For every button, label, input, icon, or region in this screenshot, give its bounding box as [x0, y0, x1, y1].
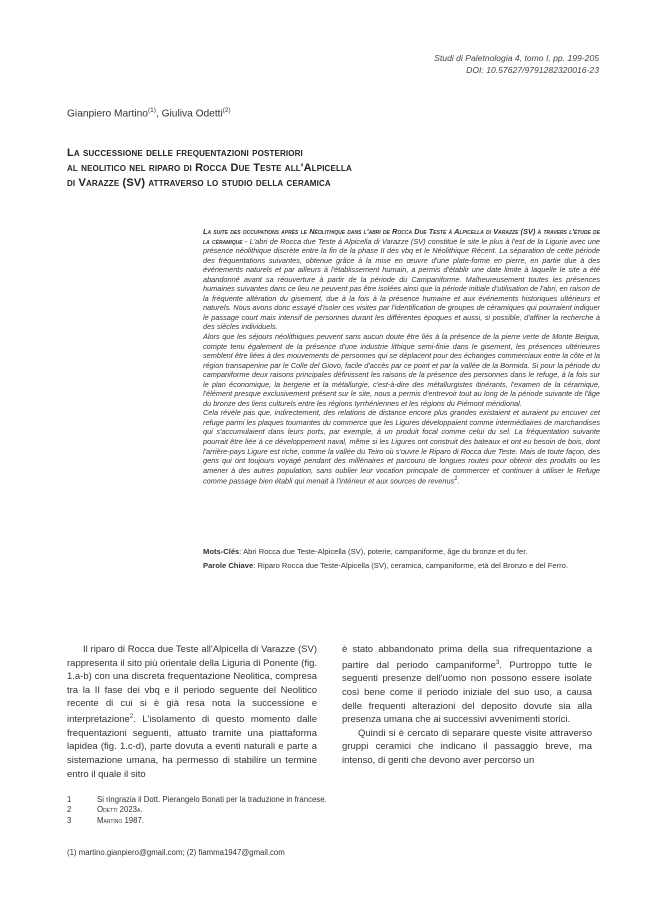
doi-line: DOI: 10.57627/9791282320016-23 [466, 64, 599, 75]
title-line-1: La successione delle frequentazioni posteriori [67, 147, 303, 159]
author-1-affil: (1) [147, 107, 156, 114]
body-column-left [67, 643, 317, 781]
author-separator: , [155, 108, 162, 120]
body-text: è stato abbandonato prima della sua rifrequentazione a partire dal periodo campaniforme [342, 644, 592, 671]
abstract-lead: La suite des occupations après le Néolithique dans l'abri de Rocca Due Teste à Alpicella di Varazze (SV) à travers l'étude de la céramique [203, 227, 600, 246]
paper-title [67, 146, 447, 190]
footnote-2 [67, 805, 327, 815]
body-text: . Purtroppo tutte le seguenti presenze dell'uomo non possono essere isolate così bene come il periodo iniziale del suo uso, a causa delle frequenti alterazioni del deposito dovute sia alla presenza umana che ai successivi avvenimenti storici. [342, 659, 592, 726]
body-column-right [342, 643, 592, 768]
abstract [203, 227, 600, 486]
abstract-paragraph-3 [203, 408, 600, 486]
abstract-paragraph-2: Alors que les séjours néolithiques peuvent sans aucun doute être liés à la présence de la pierre verte de Monte Beigua, compte tenu également de la présence d'une industrie lithique semi-finie dans le gisement, les présences ultérieures semblent être liées à des mouvements de personnes qui se déplacent pour des échanges commerciaux entre la côte et la région transapenine par le Colle del Giovo, facile d'accès par ce point et par la vallée de la Bormida. Si pour la période du campaniforme deux raisons principales définissent les raisons de la présence des personnes dans le refuge, à la fois sur le plan économique, la bergerie et la métallurgie, c'est-à-dire des métallurgistes itinérants, l'examen de la céramique, l'élément presque exclusivement présent sur le site, nous a permis d'entrevoir tout au long de la période suivante de l'âge du bronze des liens culturels entre les régions tyrrhéniennes et les régions du Piémont méridional. [203, 332, 600, 408]
body-paragraph [67, 643, 317, 781]
abstract-p3-end: . [457, 476, 460, 486]
keywords-it-label: Parole Chiave [203, 561, 254, 570]
body-text: . L'isolamento di questo momento dalle frequentazioni seguenti, attuato tramite una piattaforma lapidea (fig. 1.c-d), parte dovuta a eventi naturali e parte a sistemazione umana, ha permesso di stabilire un termine entro il quale il sito [67, 714, 317, 780]
footnote-1 [67, 795, 327, 805]
title-line-2: al neolitico nel riparo di Rocca Due Teste all'Alpicella [67, 161, 352, 174]
keywords-it [203, 561, 600, 571]
title-line-3: di Varazze (SV) attraverso lo studio della ceramica [67, 176, 331, 189]
body-paragraph: Quindi si è cercato di separare queste visite attraverso gruppi ceramici che indicano il passaggio breve, ma intenso, di genti che devono aver percorso un [342, 727, 592, 766]
author-2-affil: (2) [222, 107, 231, 114]
footnote-ref-3: 3 [495, 659, 500, 666]
footnotes [67, 795, 327, 826]
abstract-p1-text: - L'abri de Rocca due Teste à Alpicella di Varazze (SV) constitue le site le plus à l'est de la Ligurie avec une présence néolithique discrète entre la fin de la phase II des vbq et le Néolithique Récent. La séparation de cette période des fréquentations suivantes, obtenue grâce à la mise en œuvre d'une plate-forme en pierre, en partie due à des événements naturels et par ailleurs à l'établissement humain, a permis d'établir une date limite à laquelle le site a été abandonné avant sa réouverture à partir de la période du Campaniforme. Malheureusement toutes les présences humaines suivantes dans ce lieu ne peuvent pas être isolées ainsi que la période initiale d'utilisation de l'abri, en raison de la fréquente altération du gisement, due à la fois à la présence humaine et aux événements historiques ultérieurs et naturels. Nous avons donc essayé d'isoler ces visites par l'identification de groupes de céramiques qui pourraient indiquer le passage court mais intensif de personnes durant les différentes époques et aussi, si possible, d'affiner la recherche à des siècles individuels. [203, 236, 600, 332]
footnote-text: Si ringrazia il Dott. Pierangelo Bonati per la traduzione in francese. [97, 795, 327, 804]
abstract-footnote-ref: 1 [454, 476, 458, 483]
body-text: Il riparo di Rocca due Teste all'Alpicella di Varazze (SV) rappresenta il sito più orientale della Liguria di Ponente (fig. 1.a-b) con una discreta frequentazione Neolitica, compresa tra la II fase dei vbq e il periodo seguente del Neolitico recente di cui si è già resa nota la successione e interpretazione [67, 644, 317, 726]
footnote-text: Odetti 2023a. [97, 805, 143, 815]
keywords-fr-label: Mots-Clés [203, 547, 240, 556]
footnote-text: Martino 1987. [97, 815, 144, 825]
abstract-paragraph-1 [203, 227, 600, 332]
footnote-number: 1 [67, 795, 72, 804]
keywords-block [203, 547, 600, 573]
keywords-it-text: : Riparo Rocca due Teste-Alpicella (SV), ceramica, campaniforme, età del Bronzo e del Ferro. [253, 561, 568, 570]
author-1: Gianpiero Martino [67, 108, 148, 120]
abstract-p3-text: Cela révèle pas que, indirectement, des relations de distance encore plus grandes existaient et auraient pu encuver cet refuge parmi les plaques tournantes du commerce que les Ligures développaient comme intermédiaires de marchandises qui s'accumulaient dans leurs ports, par exemple, à un produit focal comme celui du sel. La fréquentation suivante pourrait être liée à ce développement naval, même si les Ligures ont construit des bateaux et ont eu besoin de bois, dont l'arrière-pays Ligure est riche, comme la vallée du Teiro où s'ouvre le Riparo di Rocca due Teste. Mais de toute façon, des gens qui ont toujours voyagé pendant des millénaires et parcouru de longues routes pour obtenir des produits ou les amener à des autres population, sans oublier leur vocation principale de commercer et continuer à utiliser le Refuge comme passage bien établi qui menait à l'intérieur et aux sources de revenus [203, 408, 600, 486]
authors-line [67, 107, 231, 119]
series-line: Studi di Paletnologia 4, tomo I, pp. 199-205 [434, 53, 599, 63]
footnote-ref-2: 2 [129, 713, 134, 720]
keywords-fr [203, 547, 600, 557]
footnote-number: 2 [67, 805, 72, 815]
body-paragraph [342, 643, 592, 727]
author-2: Giuliva Odetti [161, 108, 223, 120]
journal-header [434, 53, 599, 76]
author-contacts: (1) martino.gianpiero@gmail.com; (2) fiamma1947@gmail.com [67, 848, 285, 857]
footnote-number: 3 [67, 815, 72, 825]
footnote-3 [67, 816, 327, 826]
keywords-fr-text: : Abri Rocca due Teste-Alpicella (SV), poterie, campaniforme, âge du bronze et du fer. [239, 547, 528, 556]
